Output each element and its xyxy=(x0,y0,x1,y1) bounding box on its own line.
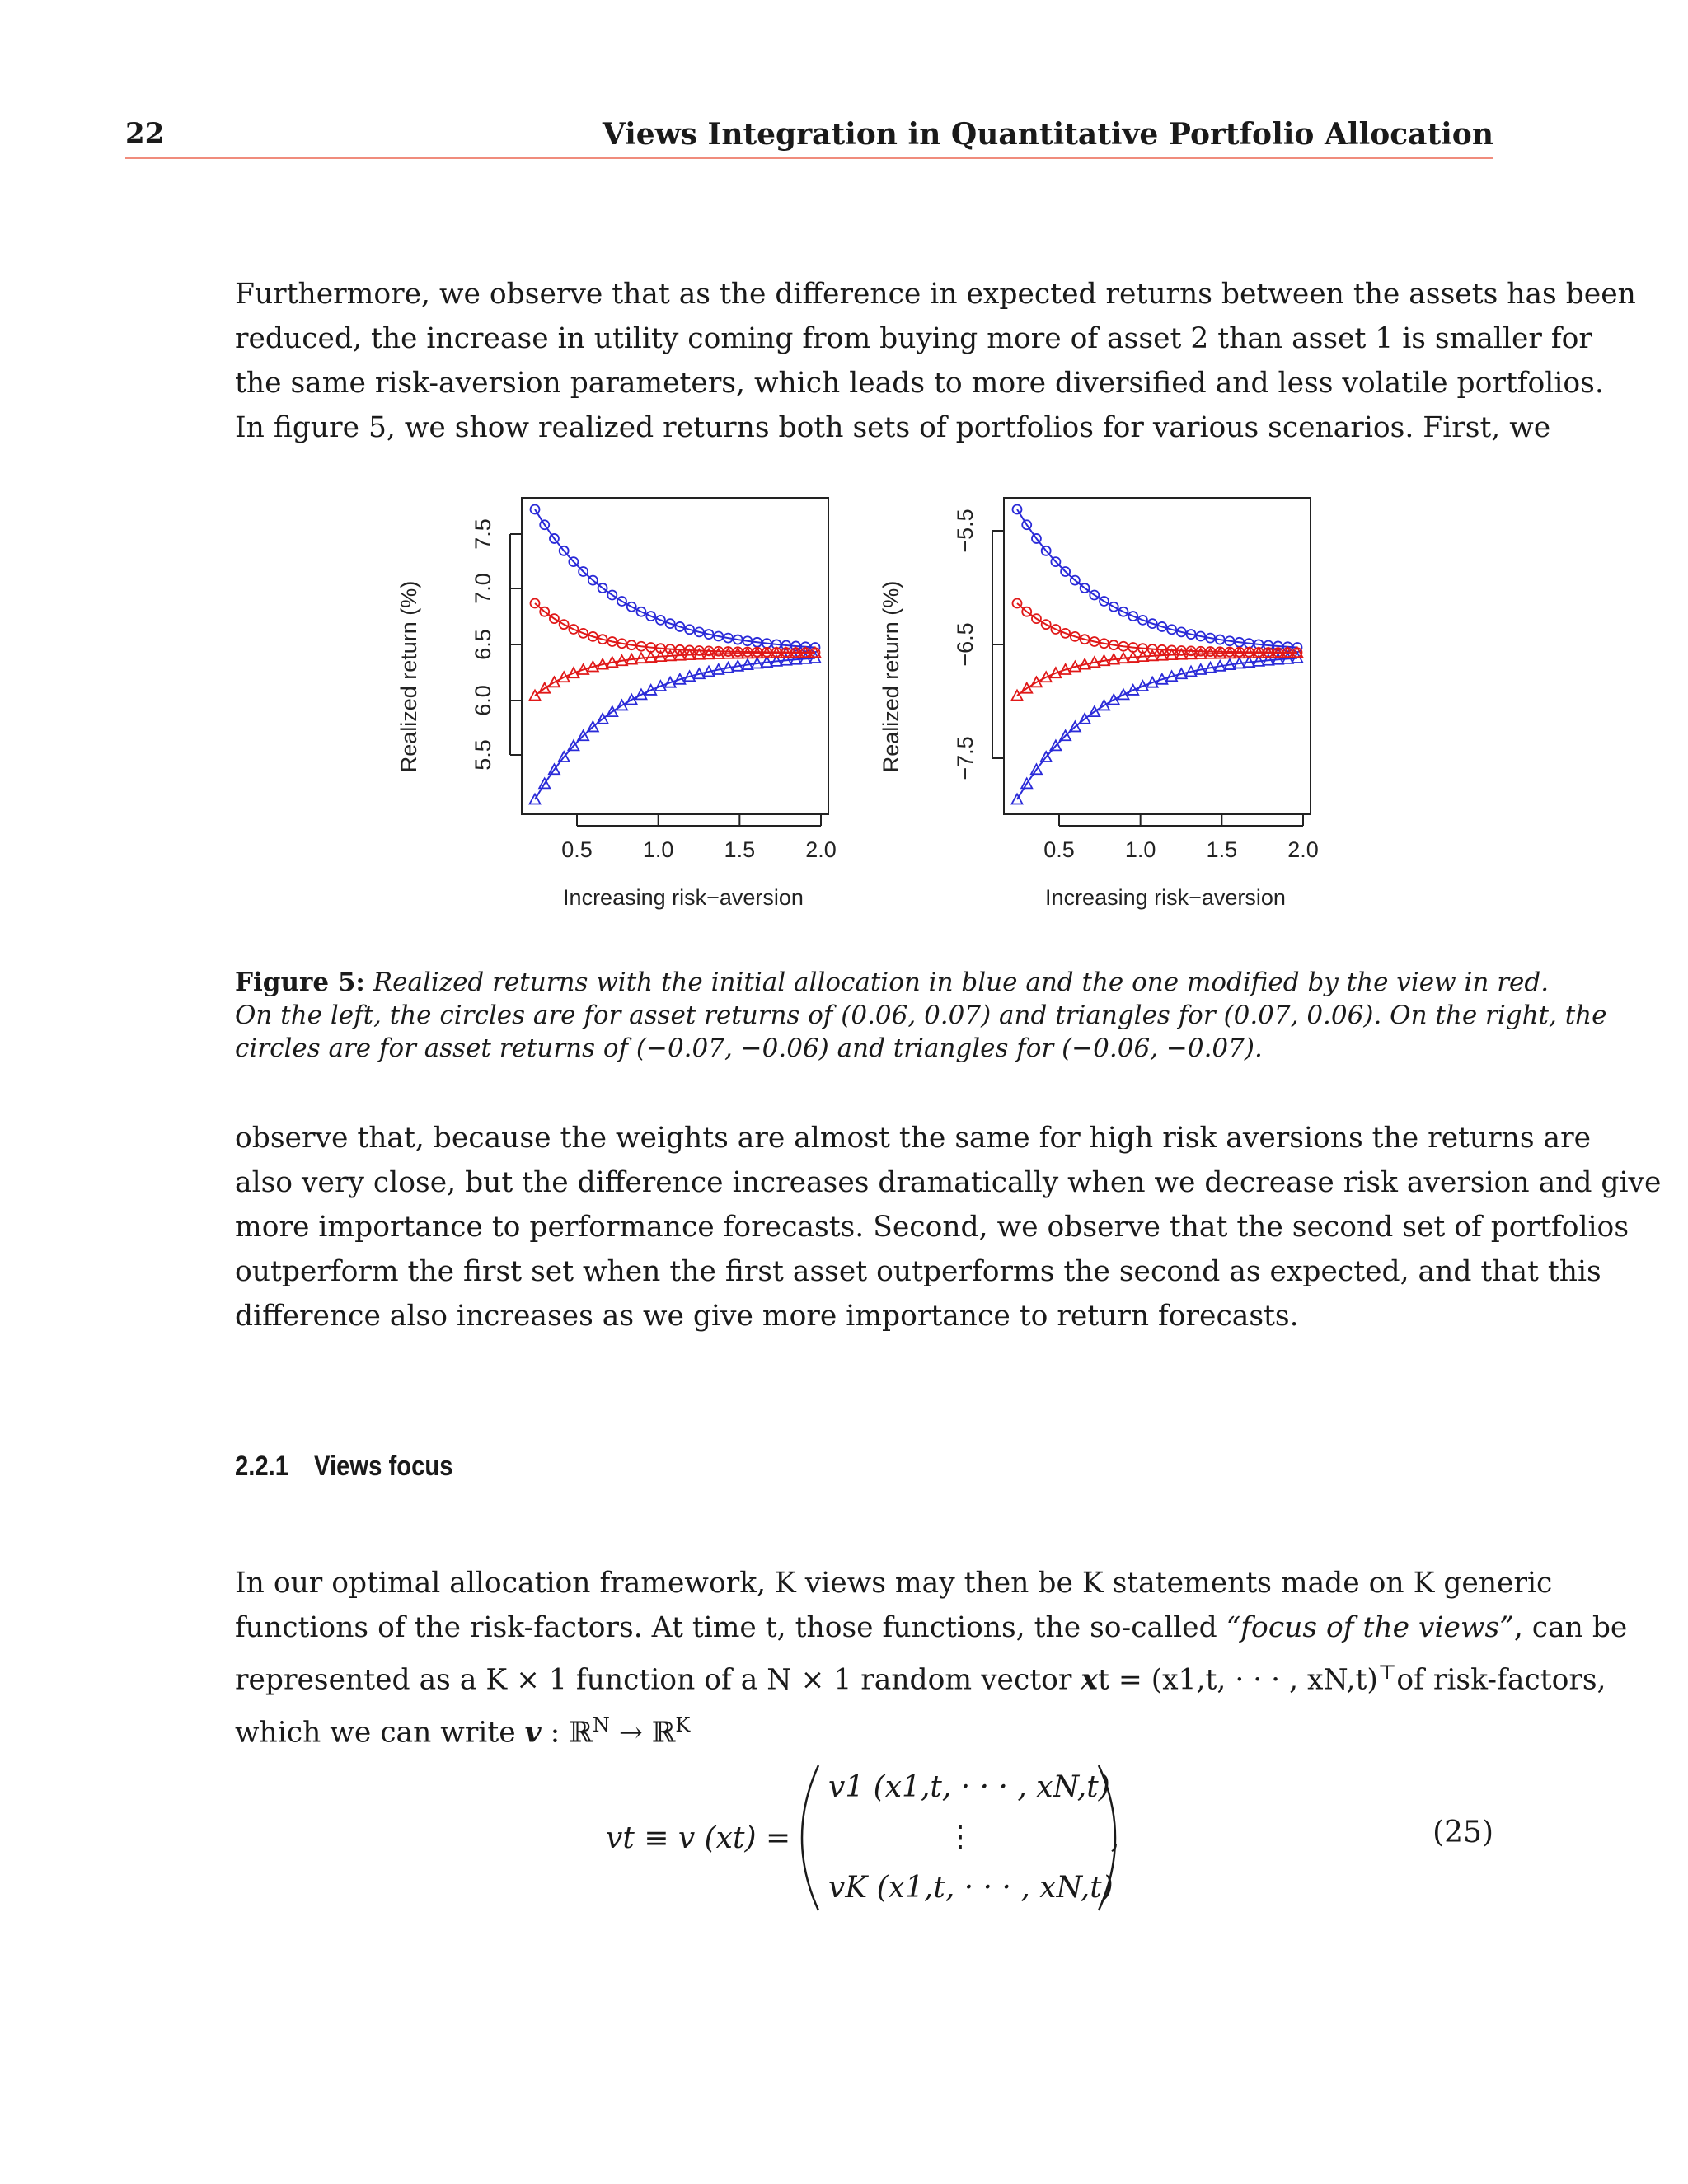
x-tick-label: 1.5 xyxy=(724,837,756,862)
running-header-title: Views Integration in Quantitative Portfolio Allocation xyxy=(602,117,1493,152)
blue-triangles-line xyxy=(535,658,815,799)
x-tick-label: 0.5 xyxy=(561,837,593,862)
text-line: represented as a K × 1 function of a N × 1 random vector xt = (x1,t, · · · , xN,t)⊤of risk-factors, xyxy=(235,1661,1606,1697)
figure-5-plots xyxy=(387,486,1343,948)
text-line: functions of the risk-factors. At time t, those functions, the so-called “focus of the views”, can be xyxy=(235,1611,1628,1644)
text-line: In our optimal allocation framework, K views may then be K statements made on K generic xyxy=(235,1567,1553,1600)
text-line: observe that, because the weights are almost the same for high risk aversions the returns are xyxy=(235,1122,1591,1155)
equation-comma: , xyxy=(1110,1821,1120,1855)
x-axis-label: Increasing risk−aversion xyxy=(1045,885,1286,910)
equation-row-1: v1 (x1,t, · · · , xN,t) xyxy=(828,1770,1110,1804)
section-number: 2.2.1 xyxy=(235,1451,289,1482)
y-axis-label: Realized return (%) xyxy=(396,580,421,773)
blue-triangles-line xyxy=(1017,658,1297,799)
paragraph-1 xyxy=(235,272,1636,450)
equation-row-2: ⋮ xyxy=(945,1820,975,1854)
x-axis-label: Increasing risk−aversion xyxy=(563,885,804,910)
caption-text: Realized returns with the initial allocation in blue and the one modified by the view in red. xyxy=(373,968,1550,997)
paragraph-3 xyxy=(235,1561,1628,1755)
figure-5 xyxy=(387,486,1343,948)
y-tick-label: 6.0 xyxy=(471,685,495,716)
x-tick-label: 1.0 xyxy=(642,837,674,862)
text-line: outperform the first set when the first asset outperforms the second as expected, and that this xyxy=(235,1255,1601,1288)
text-line: In figure 5, we show realized returns both sets of portfolios for various scenarios. First, we xyxy=(235,411,1551,444)
y-axis-label: Realized return (%) xyxy=(879,580,903,773)
equation-25 xyxy=(606,1755,1199,1920)
figure-caption xyxy=(235,966,1607,1065)
section-title: Views focus xyxy=(313,1451,453,1482)
page-number: 22 xyxy=(125,117,165,150)
x-tick-label: 2.0 xyxy=(805,837,837,862)
text-line: the same risk-aversion parameters, which leads to more diversified and less volatile portfolios. xyxy=(235,367,1604,400)
text-line: which we can write v : ℝ$^N$ → ℝ$^K$ xyxy=(235,1713,691,1749)
y-tick-label: 7.5 xyxy=(471,518,495,550)
text-line: Furthermore, we observe that as the difference in expected returns between the assets has been xyxy=(235,278,1636,311)
y-tick-label: 7.0 xyxy=(471,573,495,604)
text-line: difference also increases as we give more importance to return forecasts. xyxy=(235,1300,1299,1333)
paragraph-2 xyxy=(235,1116,1662,1338)
y-tick-label: 6.5 xyxy=(471,629,495,660)
x-tick-label: 1.5 xyxy=(1206,837,1238,862)
y-tick-label: −5.5 xyxy=(953,509,978,553)
equation-lhs: vt ≡ v (xt) = xyxy=(606,1821,791,1855)
caption-text: circles are for asset returns of (−0.07, −0.06) and triangles for (−0.06, −0.07). xyxy=(235,1033,1263,1063)
section-heading xyxy=(235,1451,452,1483)
y-tick-label: 5.5 xyxy=(471,739,495,771)
x-tick-label: 2.0 xyxy=(1287,837,1319,862)
text-line: also very close, but the difference increases dramatically when we decrease risk aversion and give xyxy=(235,1166,1662,1199)
header-rule xyxy=(125,157,1493,159)
y-tick-label: −6.5 xyxy=(953,622,978,667)
equation-row-3: vK (x1,t, · · · , xN,t) xyxy=(828,1871,1114,1905)
caption-text: On the left, the circles are for asset returns of (0.06, 0.07) and triangles for (0.07, 0.06). On the right, the xyxy=(235,1001,1607,1030)
caption-label: Figure 5: xyxy=(235,968,365,997)
equation-number: (25) xyxy=(1432,1816,1493,1849)
text-line: reduced, the increase in utility coming from buying more of asset 2 than asset 1 is smaller for xyxy=(235,322,1592,355)
x-tick-label: 1.0 xyxy=(1124,837,1156,862)
x-tick-label: 0.5 xyxy=(1043,837,1075,862)
y-tick-label: −7.5 xyxy=(953,736,978,780)
text-line: more importance to performance forecasts. Second, we observe that the second set of portfolios xyxy=(235,1211,1629,1244)
